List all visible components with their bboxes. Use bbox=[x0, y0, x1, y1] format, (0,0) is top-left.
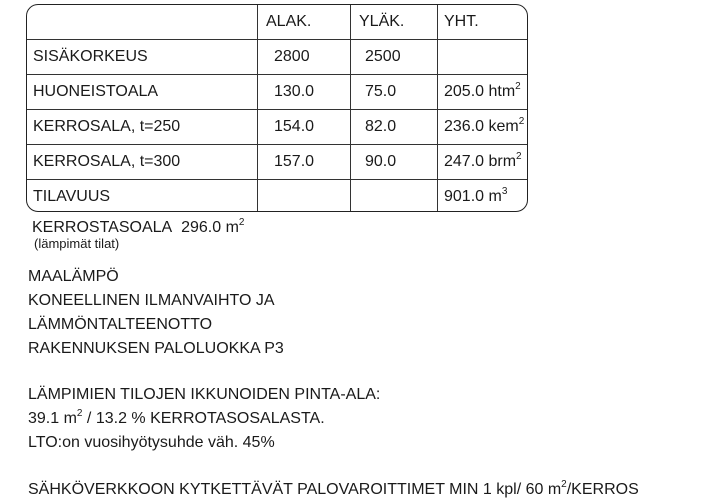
note-line: MAALÄMPÖ bbox=[28, 268, 119, 285]
alarm-line bbox=[28, 481, 639, 499]
row-label: SISÄKORKEUS bbox=[27, 40, 258, 75]
cell-yht bbox=[438, 145, 528, 180]
floor-area-sup: 2 bbox=[238, 217, 245, 228]
yht-sup: 2 bbox=[518, 116, 525, 127]
cell-yht bbox=[438, 110, 528, 145]
cell-alak: 157.0 bbox=[258, 145, 351, 180]
table-row bbox=[27, 110, 527, 145]
alarm-sup: 2 bbox=[561, 479, 567, 490]
yht-value: 205.0 htm bbox=[444, 83, 516, 100]
windows-sup: 2 bbox=[76, 408, 83, 419]
cell-yht bbox=[438, 40, 528, 75]
note-line: RAKENNUKSEN PALOLUOKKA P3 bbox=[28, 340, 284, 357]
cell-ylak bbox=[351, 180, 438, 213]
cell-alak: 130.0 bbox=[258, 75, 351, 110]
header-ylak: YLÄK. bbox=[351, 5, 438, 40]
cell-ylak: 2500 bbox=[351, 40, 438, 75]
table-row bbox=[27, 40, 527, 75]
note-line: LÄMMÖNTALTEENOTTO bbox=[28, 316, 213, 333]
yht-sup: 2 bbox=[516, 151, 522, 162]
row-label: HUONEISTOALA bbox=[27, 75, 258, 110]
area-table bbox=[26, 4, 528, 212]
cell-ylak: 75.0 bbox=[351, 75, 438, 110]
row-label: KERROSALA, t=300 bbox=[27, 145, 258, 180]
yht-value: 901.0 m bbox=[444, 188, 502, 205]
header-empty bbox=[27, 5, 258, 40]
alarm-text-b: /KERROS bbox=[566, 481, 639, 498]
cell-alak: 2800 bbox=[258, 40, 351, 75]
yht-value: 236.0 kem bbox=[444, 118, 519, 135]
area-table-grid bbox=[27, 5, 527, 212]
yht-sup: 2 bbox=[515, 81, 521, 92]
windows-area: 39.1 m bbox=[28, 410, 77, 427]
table-row bbox=[27, 180, 527, 213]
row-label: KERROSALA, t=250 bbox=[27, 110, 258, 145]
yht-sup: 3 bbox=[501, 186, 508, 197]
alarm-text-a: SÄHKÖVERKKOON KYTKETTÄVÄT PALOVAROITTIMET MIN 1 kpl/ 60 m bbox=[28, 481, 562, 498]
row-label: TILAVUUS bbox=[27, 180, 258, 213]
note-line: KONEELLINEN ILMANVAIHTO JA bbox=[28, 292, 275, 309]
floor-area-label: KERROSTASOALA bbox=[32, 219, 173, 236]
windows-line bbox=[28, 410, 325, 428]
cell-yht bbox=[438, 180, 528, 213]
floor-area-value: 296.0 m bbox=[181, 219, 239, 236]
yht-value: 247.0 brm bbox=[444, 153, 517, 170]
windows-percent: / 13.2 % KERROTASOSALASTA. bbox=[82, 410, 325, 427]
floor-area-line bbox=[32, 219, 244, 237]
table-header-row bbox=[27, 5, 527, 40]
cell-ylak: 82.0 bbox=[351, 110, 438, 145]
windows-title: LÄMPIMIEN TILOJEN IKKUNOIDEN PINTA-ALA: bbox=[28, 386, 381, 403]
cell-alak: 154.0 bbox=[258, 110, 351, 145]
header-yht: YHT. bbox=[438, 5, 528, 40]
lto-line: LTO:on vuosihyötysuhde väh. 45% bbox=[28, 434, 275, 451]
floor-area-note: (lämpimät tilat) bbox=[34, 236, 120, 251]
cell-ylak: 90.0 bbox=[351, 145, 438, 180]
cell-alak bbox=[258, 180, 351, 213]
cell-yht bbox=[438, 75, 528, 110]
table-row bbox=[27, 75, 527, 110]
table-row bbox=[27, 145, 527, 180]
header-alak: ALAK. bbox=[258, 5, 351, 40]
